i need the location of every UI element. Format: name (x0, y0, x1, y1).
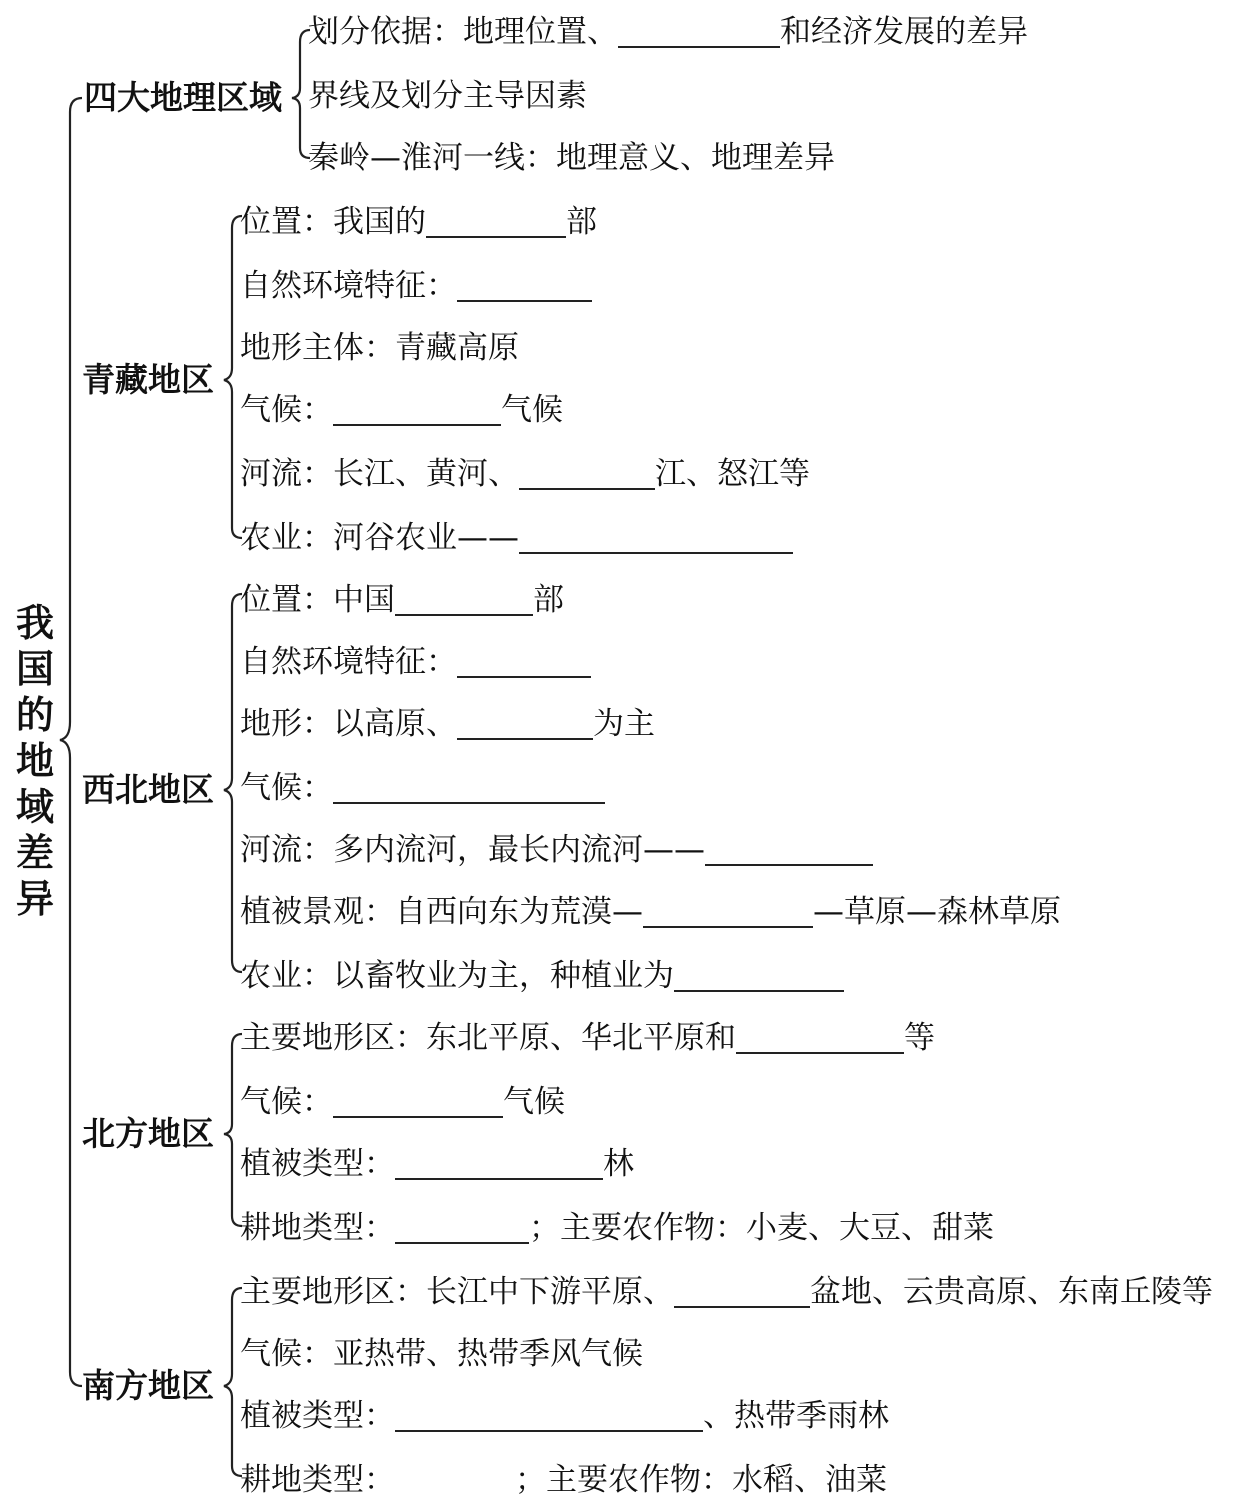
fill-in-blank (519, 522, 793, 554)
fill-in-blank (333, 1086, 503, 1118)
branch-bracket-4 (224, 1034, 242, 1226)
item-text: 为主 (593, 706, 655, 742)
region-3-item-2 (240, 642, 591, 682)
fill-in-blank (457, 708, 593, 740)
item-text: 地形：以高原、 (240, 706, 457, 742)
item-text: —草原—森林草原 (813, 894, 1061, 930)
item-text: 江、怒江等 (655, 456, 810, 492)
fill-in-blank (333, 394, 501, 426)
region-label-5: 南方地区 (82, 1366, 214, 1405)
fill-in-blank (519, 458, 655, 490)
region-5-item-1 (240, 1272, 1213, 1312)
region-label-2: 青藏地区 (82, 360, 214, 399)
region-2-item-2 (240, 266, 592, 306)
region-3-item-5 (240, 830, 873, 870)
item-text: ；主要农作物：小麦、大豆、甜菜 (529, 1210, 994, 1246)
item-text: 和经济发展的差异 (780, 14, 1028, 50)
region-2-item-3 (240, 328, 519, 368)
fill-in-blank (395, 584, 533, 616)
region-2-item-4 (240, 390, 563, 430)
item-text: 耕地类型： (240, 1210, 395, 1246)
fill-in-blank (426, 206, 566, 238)
item-text: 自然环境特征： (240, 644, 457, 680)
fill-in-blank (457, 270, 592, 302)
item-text: 划分依据：地理位置、 (308, 14, 618, 50)
root-title: 我国的地域差异 (15, 601, 54, 921)
item-text: 农业：河谷农业—— (240, 520, 519, 556)
region-2-item-1 (240, 202, 597, 242)
item-text: 林 (603, 1146, 634, 1182)
fill-in-blank (643, 896, 813, 928)
item-text: 秦岭—淮河一线：地理意义、地理差异 (308, 140, 835, 176)
item-text: 气候：亚热带、热带季风气候 (240, 1336, 643, 1372)
item-text: 部 (566, 204, 597, 240)
item-text: 自然环境特征： (240, 268, 457, 304)
item-text: 气候： (240, 392, 333, 428)
fill-in-blank (674, 1276, 810, 1308)
item-text: 地形主体：青藏高原 (240, 330, 519, 366)
item-text: 气候 (501, 392, 563, 428)
region-1-item-2 (308, 76, 587, 116)
region-3-item-1 (240, 580, 564, 620)
region-5-item-4 (240, 1460, 887, 1500)
root-bracket (60, 98, 82, 1386)
item-text: 植被类型： (240, 1398, 395, 1434)
item-text: 界线及划分主导因素 (308, 78, 587, 114)
region-4-item-2 (240, 1082, 565, 1122)
item-text: 农业：以畜牧业为主，种植业为 (240, 958, 674, 994)
item-text: 植被类型： (240, 1146, 395, 1182)
region-4-item-4 (240, 1208, 994, 1248)
fill-in-blank (395, 1400, 703, 1432)
region-3-item-7 (240, 956, 844, 996)
item-text: 气候： (240, 770, 333, 806)
region-5-item-3 (240, 1396, 889, 1436)
item-text: 位置：我国的 (240, 204, 426, 240)
item-text: 等 (904, 1020, 935, 1056)
fill-in-blank (736, 1022, 904, 1054)
fill-in-blank (333, 772, 605, 804)
fill-in-blank (395, 1212, 529, 1244)
fill-in-blank (395, 1148, 603, 1180)
region-4-item-1 (240, 1018, 935, 1058)
item-text: 气候： (240, 1084, 333, 1120)
region-label-3: 西北地区 (82, 770, 214, 809)
item-text: 位置：中国 (240, 582, 395, 618)
region-4-item-3 (240, 1144, 634, 1184)
item-text: ；主要农作物：水稻、油菜 (515, 1462, 887, 1498)
fill-in-blank (618, 16, 780, 48)
region-2-item-5 (240, 454, 810, 494)
item-text: 主要地形区：东北平原、华北平原和 (240, 1020, 736, 1056)
region-3-item-6 (240, 892, 1061, 932)
item-text: 、热带季雨林 (703, 1398, 889, 1434)
region-5-item-2 (240, 1334, 643, 1374)
branch-bracket-5 (224, 1288, 242, 1476)
item-text: 气候 (503, 1084, 565, 1120)
fill-in-blank (457, 646, 591, 678)
region-1-item-3 (308, 138, 835, 178)
fill-in-blank (395, 1466, 515, 1496)
item-text: 主要地形区：长江中下游平原、 (240, 1274, 674, 1310)
region-label-4: 北方地区 (82, 1114, 214, 1153)
item-text: 盆地、云贵高原、东南丘陵等 (810, 1274, 1213, 1310)
region-3-item-3 (240, 704, 655, 744)
item-text: 河流：多内流河，最长内流河—— (240, 832, 705, 868)
item-text: 部 (533, 582, 564, 618)
fill-in-blank (674, 960, 844, 992)
region-2-item-6 (240, 518, 793, 558)
item-text: 植被景观：自西向东为荒漠— (240, 894, 643, 930)
region-3-item-4 (240, 768, 605, 808)
fill-in-blank (705, 834, 873, 866)
item-text: 河流：长江、黄河、 (240, 456, 519, 492)
region-1-item-1 (308, 12, 1028, 52)
item-text: 耕地类型： (240, 1462, 395, 1498)
region-label-1: 四大地理区域 (84, 78, 282, 117)
